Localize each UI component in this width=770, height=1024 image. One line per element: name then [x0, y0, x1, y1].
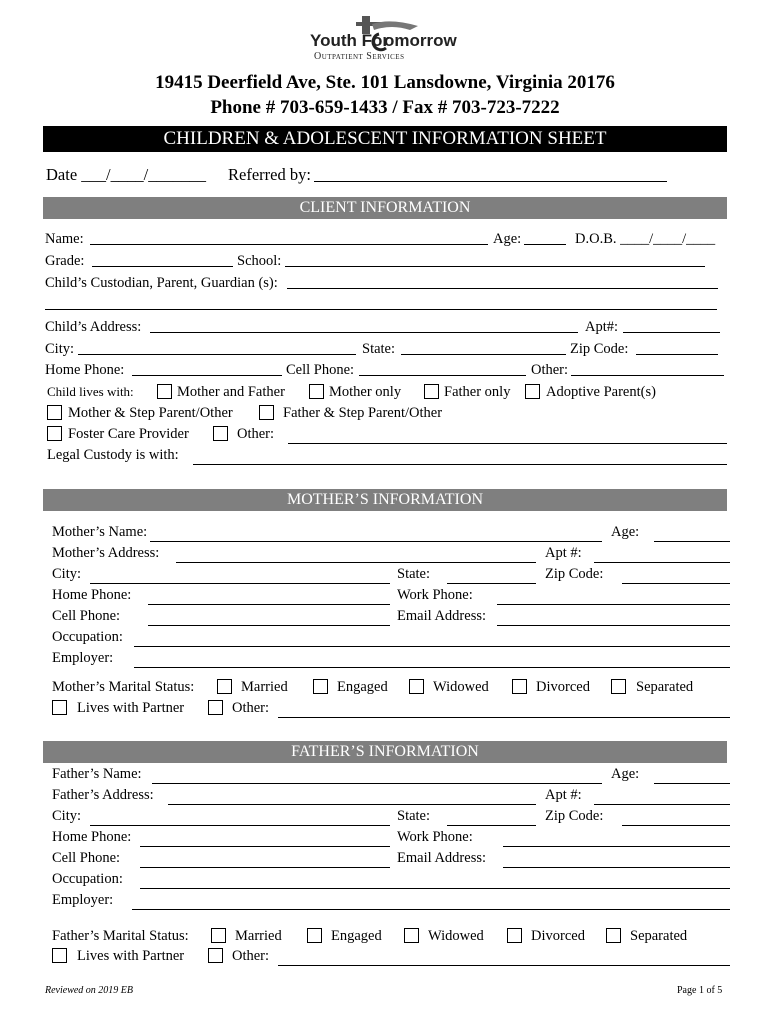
child-state-field[interactable] [401, 354, 566, 355]
child-address-field[interactable] [150, 332, 578, 333]
mother-home-phone-label: Home Phone: [52, 587, 132, 603]
father-married-checkbox[interactable] [211, 928, 226, 943]
mother-marital-label: Mother’s Marital Status: [52, 679, 195, 695]
father-engaged-checkbox[interactable] [307, 928, 322, 943]
child-apt-label: Apt#: [585, 319, 619, 335]
page-number: Page 1 of 5 [677, 985, 723, 996]
mother-address-field[interactable] [176, 562, 536, 563]
father-address-field[interactable] [168, 804, 536, 805]
form-title: CHILDREN & ADOLESCENT INFORMATION SHEET [43, 126, 727, 152]
father-only-checkbox[interactable] [424, 384, 439, 399]
mother-and-father-label: Mother and Father [177, 384, 285, 400]
father-apt-label: Apt #: [545, 787, 582, 803]
father-separated-checkbox[interactable] [606, 928, 621, 943]
adoptive-parents-checkbox[interactable] [525, 384, 540, 399]
adoptive-parents-label: Adoptive Parent(s) [546, 384, 656, 400]
logo-sub: Outpatient Services [314, 51, 405, 62]
address-line: 19415 Deerfield Ave, Ste. 101 Lansdowne, Virginia 20176 [155, 72, 615, 93]
father-engaged-label: Engaged [331, 928, 382, 944]
client-home-phone-field[interactable] [132, 375, 282, 376]
client-grade-field[interactable] [92, 266, 233, 267]
child-address-label: Child’s Address: [45, 319, 142, 335]
father-step-checkbox[interactable] [259, 405, 274, 420]
client-name-field[interactable] [90, 244, 488, 245]
father-other-checkbox[interactable] [208, 948, 223, 963]
father-occupation-label: Occupation: [52, 871, 123, 887]
father-city-label: City: [52, 808, 82, 824]
father-widowed-checkbox[interactable] [404, 928, 419, 943]
mother-city-field[interactable] [90, 583, 390, 584]
father-city-field[interactable] [90, 825, 390, 826]
client-section-header: CLIENT INFORMATION [43, 197, 727, 219]
mother-state-field[interactable] [447, 583, 536, 584]
father-employer-field[interactable] [132, 909, 730, 910]
referred-by-label: Referred by: [228, 165, 311, 184]
custodian-field[interactable] [287, 288, 718, 289]
phone-fax-line: Phone # 703-659-1433 / Fax # 703-723-7222 [210, 97, 560, 118]
mother-married-label: Married [241, 679, 288, 695]
legal-custody-label: Legal Custody is with: [47, 447, 179, 463]
mother-occupation-field[interactable] [134, 646, 730, 647]
custodian-label: Child’s Custodian, Parent, Guardian (s): [45, 275, 278, 291]
lives-with-other-field[interactable] [288, 443, 727, 444]
client-cell-phone-label: Cell Phone: [286, 362, 355, 378]
mother-age-field[interactable] [654, 541, 730, 542]
father-separated-label: Separated [630, 928, 688, 944]
child-zip-label: Zip Code: [570, 341, 629, 357]
child-city-field[interactable] [78, 354, 356, 355]
mother-partner-label: Lives with Partner [77, 700, 185, 716]
father-name-field[interactable] [152, 783, 602, 784]
mother-divorced-checkbox[interactable] [512, 679, 527, 694]
mother-only-label: Mother only [329, 384, 402, 400]
mother-widowed-label: Widowed [433, 679, 489, 695]
mother-state-label: State: [397, 566, 431, 582]
father-state-label: State: [397, 808, 431, 824]
mother-name-label: Mother’s Name: [52, 524, 148, 540]
mother-city-label: City: [52, 566, 82, 582]
father-employer-label: Employer: [52, 892, 114, 908]
father-cell-phone-label: Cell Phone: [52, 850, 121, 866]
client-grade-label: Grade: [45, 253, 85, 269]
mother-other-label: Other: [232, 700, 270, 716]
organization-logo [300, 12, 457, 62]
father-home-phone-label: Home Phone: [52, 829, 132, 845]
father-marital-label: Father’s Marital Status: [52, 928, 189, 944]
mother-cell-phone-label: Cell Phone: [52, 608, 121, 624]
father-age-label: Age: [611, 766, 640, 782]
mother-engaged-label: Engaged [337, 679, 388, 695]
referred-by-field[interactable] [314, 181, 667, 182]
father-occupation-field[interactable] [140, 888, 730, 889]
client-age-field[interactable] [524, 244, 566, 245]
foster-care-checkbox[interactable] [47, 426, 62, 441]
mother-email-field[interactable] [497, 625, 730, 626]
father-widowed-label: Widowed [428, 928, 484, 944]
mother-work-phone-field[interactable] [497, 604, 730, 605]
mother-employer-label: Employer: [52, 650, 114, 666]
logo-text-1: Youth For [310, 31, 389, 50]
father-work-phone-label: Work Phone: [397, 829, 473, 845]
client-other-label: Other: [531, 362, 569, 378]
child-apt-field[interactable] [623, 332, 720, 333]
mother-widowed-checkbox[interactable] [409, 679, 424, 694]
mother-other-field[interactable] [278, 717, 730, 718]
mother-partner-checkbox[interactable] [52, 700, 67, 715]
mother-email-label: Email Address: [397, 608, 487, 624]
father-work-phone-field[interactable] [503, 846, 730, 847]
mother-and-father-checkbox[interactable] [157, 384, 172, 399]
mother-home-phone-field[interactable] [148, 604, 390, 605]
father-divorced-checkbox[interactable] [507, 928, 522, 943]
child-city-label: City: [45, 341, 75, 357]
mother-separated-checkbox[interactable] [611, 679, 626, 694]
mother-age-label: Age: [611, 524, 640, 540]
father-only-label: Father only [444, 384, 511, 400]
father-home-phone-field[interactable] [140, 846, 390, 847]
mother-section-header: MOTHER’S INFORMATION [43, 489, 727, 511]
father-partner-checkbox[interactable] [52, 948, 67, 963]
client-home-phone-label: Home Phone: [45, 362, 125, 378]
logo-text-2: omorrow [384, 31, 457, 50]
father-zip-label: Zip Code: [545, 808, 604, 824]
mother-name-field[interactable] [150, 541, 602, 542]
mother-work-phone-label: Work Phone: [397, 587, 473, 603]
mother-apt-label: Apt #: [545, 545, 582, 561]
father-cell-phone-field[interactable] [140, 867, 390, 868]
father-address-label: Father’s Address: [52, 787, 154, 803]
father-section-header: FATHER’S INFORMATION [43, 741, 727, 763]
father-apt-field[interactable] [594, 804, 730, 805]
foster-care-label: Foster Care Provider [68, 426, 189, 442]
father-married-label: Married [235, 928, 282, 944]
mother-engaged-checkbox[interactable] [313, 679, 328, 694]
father-divorced-label: Divorced [531, 928, 585, 944]
father-state-field[interactable] [447, 825, 536, 826]
father-partner-label: Lives with Partner [77, 948, 185, 964]
child-state-label: State: [362, 341, 396, 357]
client-school-label: School: [237, 253, 282, 269]
client-cell-phone-field[interactable] [359, 375, 526, 376]
date-field[interactable]: Date ___/____/_______ [46, 165, 206, 184]
lives-with-label: Child lives with: [47, 384, 134, 399]
mother-separated-label: Separated [636, 679, 694, 695]
mother-apt-field[interactable] [594, 562, 730, 563]
mother-occupation-label: Occupation: [52, 629, 123, 645]
lives-with-other-checkbox[interactable] [213, 426, 228, 441]
mother-divorced-label: Divorced [536, 679, 590, 695]
client-name-label: Name: [45, 231, 84, 247]
mother-zip-field[interactable] [622, 583, 730, 584]
mother-step-checkbox[interactable] [47, 405, 62, 420]
client-age-label: Age: [493, 231, 522, 247]
client-other-field[interactable] [571, 375, 724, 376]
mother-step-label: Mother & Step Parent/Other [68, 405, 233, 421]
mother-employer-field[interactable] [134, 667, 730, 668]
client-school-field[interactable] [285, 266, 705, 267]
mother-other-checkbox[interactable] [208, 700, 223, 715]
father-other-label: Other: [232, 948, 270, 964]
child-zip-field[interactable] [636, 354, 718, 355]
mother-address-label: Mother’s Address: [52, 545, 160, 561]
mother-only-checkbox[interactable] [309, 384, 324, 399]
father-other-field[interactable] [278, 965, 730, 966]
father-zip-field[interactable] [622, 825, 730, 826]
mother-married-checkbox[interactable] [217, 679, 232, 694]
mother-cell-phone-field[interactable] [148, 625, 390, 626]
custodian-field-line2[interactable] [45, 309, 717, 310]
mother-zip-label: Zip Code: [545, 566, 604, 582]
reviewed-note: Reviewed on 2019 EB [45, 985, 134, 996]
client-dob-field[interactable]: D.O.B. ____/____/____ [575, 231, 716, 247]
lives-with-other-label: Other: [237, 426, 275, 442]
father-step-label: Father & Step Parent/Other [283, 405, 443, 421]
legal-custody-field[interactable] [193, 464, 727, 465]
father-name-label: Father’s Name: [52, 766, 142, 782]
father-age-field[interactable] [654, 783, 730, 784]
father-email-label: Email Address: [397, 850, 487, 866]
father-email-field[interactable] [503, 867, 730, 868]
